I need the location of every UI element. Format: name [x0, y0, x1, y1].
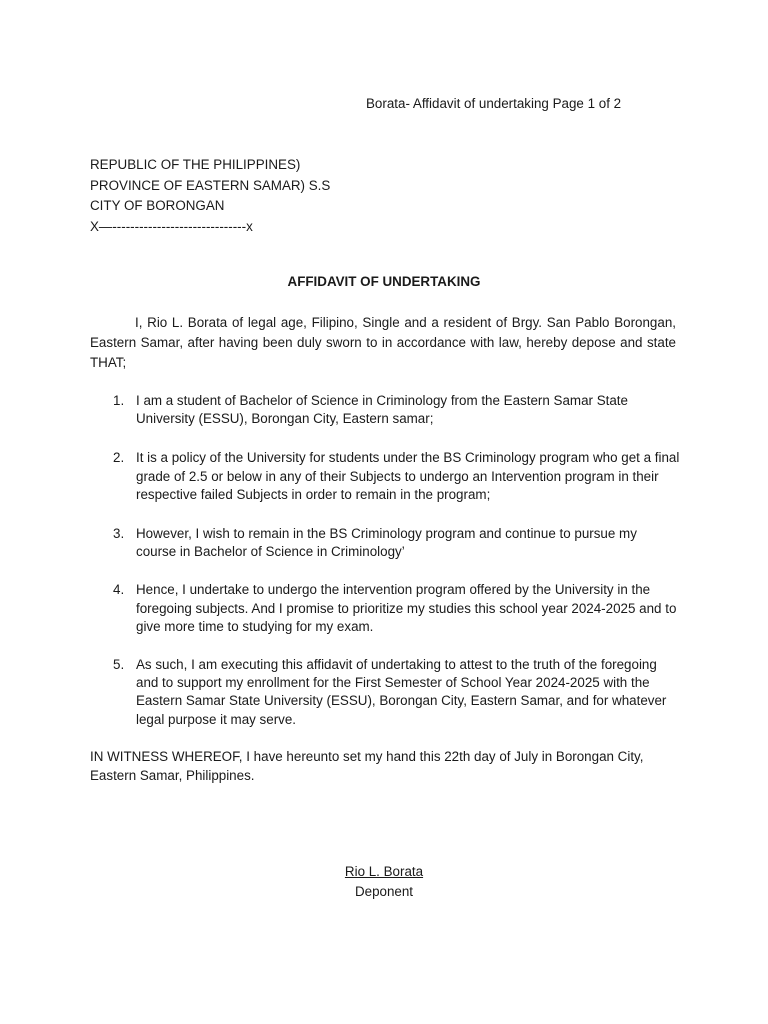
numbered-list	[90, 392, 680, 729]
list-item	[90, 449, 680, 504]
venue-line-republic: REPUBLIC OF THE PHILIPPINES)	[90, 157, 301, 172]
signatory-name: Rio L. Borata	[344, 864, 424, 879]
list-item-number: 4.	[113, 582, 125, 598]
list-item-text: Hence, I undertake to undergo the intervention program offered by the University in the foregoing subjects. And I promise to prioritize my studies this school year 2024-2025 and to give more time to studying for my exam.	[136, 582, 677, 634]
list-item-text: I am a student of Bachelor of Science in Criminology from the Eastern Samar State University (ESSU), Borongan City, Eastern samar;	[136, 393, 628, 427]
list-item-number: 2.	[113, 450, 125, 466]
list-item	[90, 656, 680, 729]
list-item-text: However, I wish to remain in the BS Criminology program and continue to pursue my course in Bachelor of Science in Criminology’	[136, 526, 637, 560]
document-title: AFFIDAVIT OF UNDERTAKING	[287, 274, 481, 289]
list-item	[90, 581, 680, 636]
venue-line-city: CITY OF BORONGAN	[90, 198, 225, 213]
signature-block	[0, 862, 768, 901]
list-item	[90, 525, 680, 561]
intro-paragraph: I, Rio L. Borata of legal age, Filipino, Single and a resident of Brgy. San Pablo Borongan, Eastern Samar, after having been duly sworn to in accordance with law, hereby depose and state THAT;	[90, 315, 676, 370]
list-item-number: 1.	[113, 393, 125, 408]
list-item-text: As such, I am executing this affidavit of undertaking to attest to the truth of the foregoing and to support my enrollment for the First Semester of School Year 2024-2025 with the Eastern Samar State University (ESSU), Borongan City, Eastern Samar, and for whatever legal purpose it may serve.	[136, 657, 667, 727]
venue-line-province: PROVINCE OF EASTERN SAMAR) S.S	[90, 177, 331, 193]
signatory-role: Deponent	[354, 883, 414, 899]
witness-paragraph: IN WITNESS WHEREOF, I have hereunto set my hand this 22th day of July in Borongan City, Eastern Samar, Philippines.	[90, 749, 644, 783]
list-item-text: It is a policy of the University for students under the BS Criminology program who get a final grade of 2.5 or below in any of their Subjects to undergo an Intervention program in their respective failed Subjects in order to remain in the program;	[136, 450, 680, 502]
list-item-number: 5.	[113, 657, 125, 673]
page-header-note: Borata- Affidavit of undertaking Page 1 of 2	[366, 96, 622, 111]
venue-block	[90, 155, 330, 237]
venue-separator: X—------------------------------x	[90, 218, 253, 234]
list-item	[90, 392, 680, 428]
list-item-number: 3.	[113, 526, 125, 542]
